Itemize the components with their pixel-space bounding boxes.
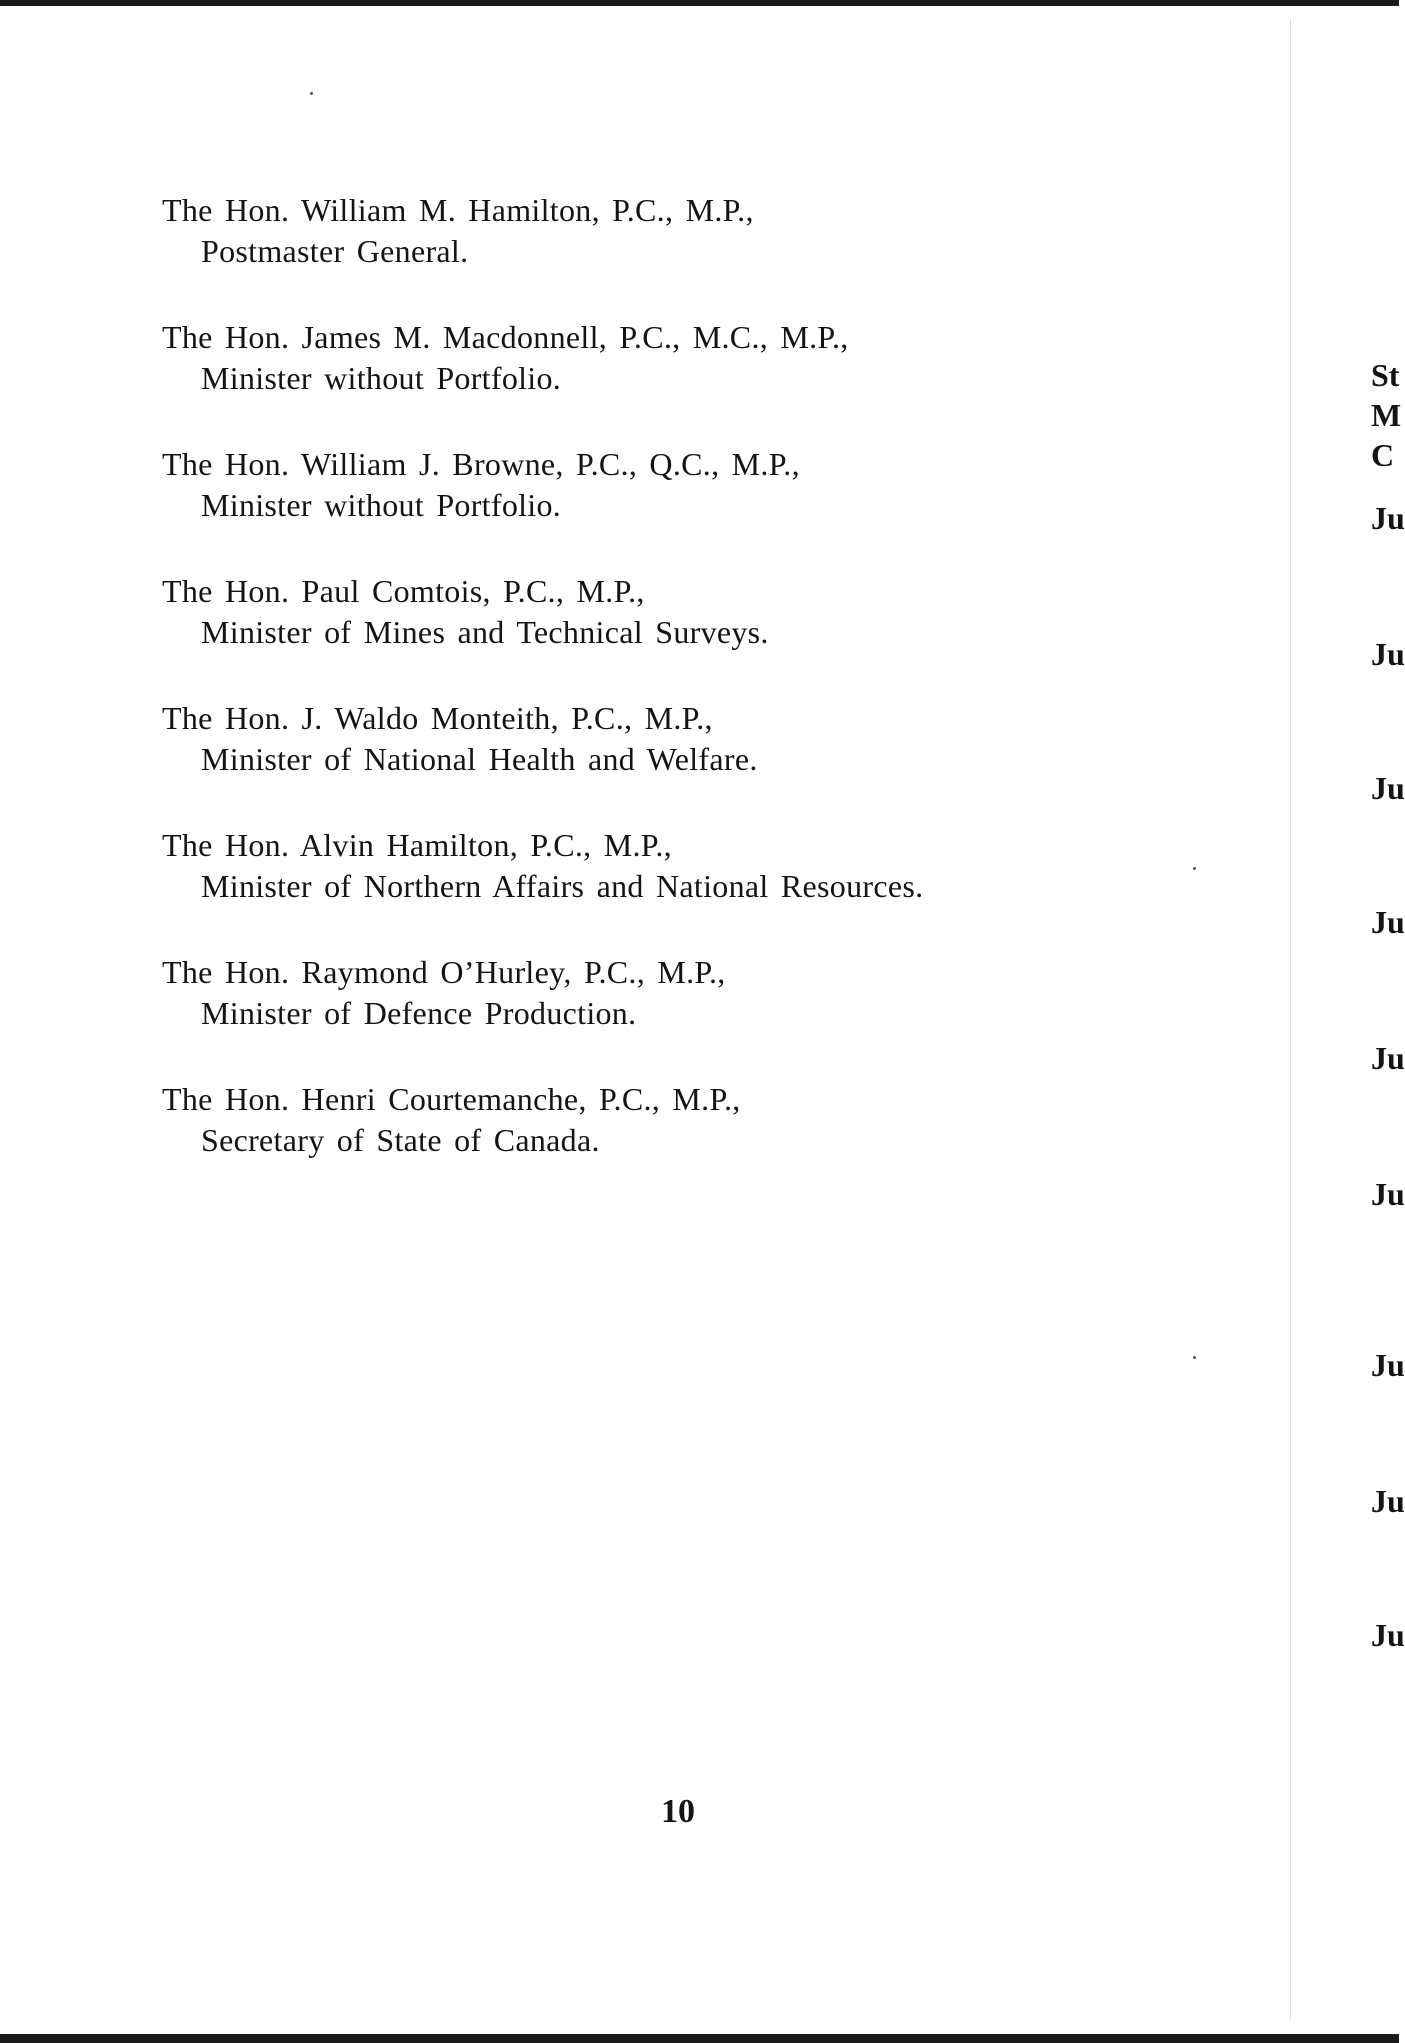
print-speck bbox=[1193, 1356, 1196, 1359]
minister-name: The Hon. William M. Hamilton, P.C., M.P., bbox=[162, 192, 754, 228]
facing-page-fragment: M bbox=[1371, 397, 1402, 433]
page-number: 10 bbox=[661, 1793, 695, 1830]
minister-entry bbox=[162, 825, 1162, 907]
minister-office: Minister without Portfolio. bbox=[201, 487, 562, 523]
facing-page-fragment: St bbox=[1371, 357, 1400, 393]
minister-name: The Hon. Henri Courtemanche, P.C., M.P., bbox=[162, 1081, 741, 1117]
minister-office: Minister without Portfolio. bbox=[201, 360, 562, 396]
minister-office: Postmaster General. bbox=[201, 233, 469, 269]
minister-office: Minister of Northern Affairs and National Resources. bbox=[201, 868, 924, 904]
facing-page-fragment: Ju bbox=[1371, 1483, 1405, 1519]
minister-entry bbox=[162, 190, 1162, 272]
facing-page-fragment: Ju bbox=[1371, 770, 1405, 806]
print-speck bbox=[310, 92, 313, 95]
minister-office: Minister of National Health and Welfare. bbox=[201, 741, 758, 777]
minister-name: The Hon. William J. Browne, P.C., Q.C., M.P., bbox=[162, 446, 800, 482]
minister-list bbox=[162, 190, 1162, 1206]
facing-page-fragment: Ju bbox=[1371, 1040, 1405, 1076]
minister-name: The Hon. Paul Comtois, P.C., M.P., bbox=[162, 573, 645, 609]
facing-page-bleed bbox=[1371, 0, 1405, 2043]
facing-page-fragment: Ju bbox=[1371, 1176, 1405, 1212]
minister-entry bbox=[162, 1079, 1162, 1161]
minister-office: Secretary of State of Canada. bbox=[201, 1122, 600, 1158]
minister-entry bbox=[162, 444, 1162, 526]
minister-name: The Hon. Raymond O’Hurley, P.C., M.P., bbox=[162, 954, 726, 990]
page-fold-line bbox=[1290, 20, 1291, 2020]
facing-page-fragment: Ju bbox=[1371, 500, 1405, 536]
bottom-edge-rule bbox=[0, 2034, 1399, 2043]
minister-entry bbox=[162, 952, 1162, 1034]
minister-office: Minister of Mines and Technical Surveys. bbox=[201, 614, 769, 650]
facing-page-fragment: Ju bbox=[1371, 904, 1405, 940]
minister-entry bbox=[162, 698, 1162, 780]
minister-name: The Hon. J. Waldo Monteith, P.C., M.P., bbox=[162, 700, 713, 736]
top-edge-rule bbox=[0, 0, 1399, 6]
facing-page-fragment: C bbox=[1371, 437, 1395, 473]
minister-name: The Hon. Alvin Hamilton, P.C., M.P., bbox=[162, 827, 672, 863]
minister-name: The Hon. James M. Macdonnell, P.C., M.C., M.P., bbox=[162, 319, 849, 355]
facing-page-fragment: Ju bbox=[1371, 1617, 1405, 1653]
facing-page-fragment: Ju bbox=[1371, 1347, 1405, 1383]
minister-entry bbox=[162, 317, 1162, 399]
minister-entry bbox=[162, 571, 1162, 653]
facing-page-fragment: Ju bbox=[1371, 636, 1405, 672]
print-speck bbox=[1193, 867, 1196, 870]
minister-office: Minister of Defence Production. bbox=[201, 995, 637, 1031]
